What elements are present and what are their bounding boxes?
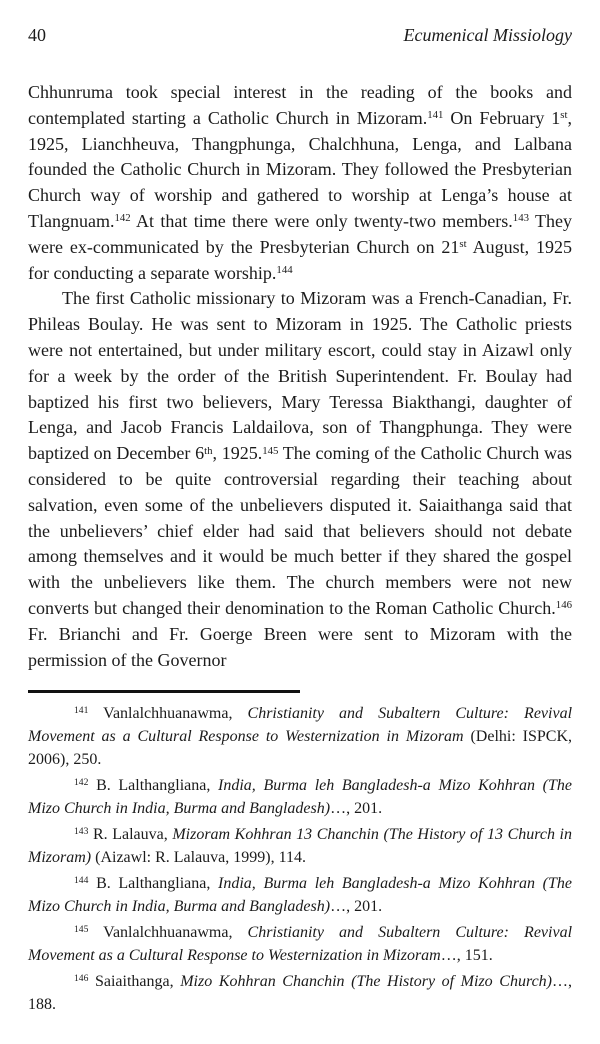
footnote-marker: 144: [74, 875, 89, 887]
ordinal-suffix: th: [204, 444, 213, 457]
footnote: [28, 774, 572, 820]
footnote: [28, 872, 572, 918]
text-run: The first Catholic missionary to Mizoram was a French-Canadian, Fr. Phileas Boulay. He was sent to Mizoram in 1925. The Catholic priests were not entertained, but under military escort, could stay in Aizawl only for a week by the order of the British Superintendent. Fr. Boulay had baptized his first two believers, Mary Teressa Biakthangi, daughter of Lenga, and Jacob Francis Laldailova, son of Thangphunga. They were baptized on December 6: [28, 288, 572, 464]
footnote-marker: 141: [427, 109, 444, 122]
italic-text-run: India, Burma leh Bangladesh-a Mizo Kohhran (The Mizo Church in India, Burma and Bangladesh): [28, 777, 572, 818]
footnote-separator-rule: [28, 690, 300, 693]
body-paragraph: [28, 286, 572, 673]
text-run: (Delhi: ISPCK, 2006), 250.: [28, 728, 573, 769]
text-run: They were ex-communicated by the Presbyterian Church on 21: [28, 210, 572, 257]
text-run: The coming of the Catholic Church was considered to be quite controversial regarding their teaching about salvation, even some of the unbelievers disputed it. Saiaithanga said that the unbelievers’ chief elder had said that believers should not debate among themselves and it would be much better if they shared the gospel with the unbelievers like them. The church members were not new converts but changed their denomination to the Roman Catholic Church.: [28, 443, 573, 618]
text-run: …, 201.: [330, 898, 383, 916]
text-run: Saiaithanga,: [94, 973, 181, 991]
footnote: [28, 702, 572, 771]
text-run: R. Lalauva,: [92, 826, 173, 844]
italic-text-run: India, Burma leh Bangladesh-a Mizo Kohhran (The Mizo Church in India, Burma and Bangladesh): [28, 875, 572, 916]
footnote-marker: 143: [74, 826, 89, 838]
running-header: [28, 24, 572, 46]
footnotes-section: [28, 702, 572, 1016]
text-run: (Aizawl: R. Lalauva, 1999), 114.: [91, 849, 307, 867]
text-run: Vanlalchhuanawma,: [103, 705, 248, 723]
text-run: …, 201.: [330, 800, 383, 818]
text-run: …, 188.: [28, 973, 572, 1014]
running-head-title: Ecumenical Missiology: [403, 25, 572, 45]
footnote: [28, 921, 572, 967]
italic-text-run: Christianity and Subaltern Culture: Revival Movement as a Cultural Response to Westernization in Mizoram: [28, 705, 573, 746]
ordinal-suffix: st: [459, 238, 467, 251]
page-number: 40: [28, 25, 46, 45]
footnote-marker: 145: [262, 444, 279, 457]
text-run: On February 1: [443, 107, 561, 128]
footnote-marker: 141: [74, 705, 89, 717]
ordinal-suffix: st: [560, 109, 568, 122]
footnote-marker: 145: [74, 924, 89, 936]
italic-text-run: Mizoram Kohhran 13 Chanchin (The History of 13 Church in Mizoram): [28, 826, 572, 867]
text-run: August, 1925 for conducting a separate worship.: [28, 236, 573, 283]
footnote-marker: 144: [276, 263, 293, 276]
body-text: [28, 80, 572, 673]
italic-text-run: Mizo Kohhran Chanchin (The History of Mizo Church): [180, 973, 552, 991]
text-run: Chhunruma took special interest in the reading of the books and contemplated starting a Catholic Church in Mizoram.: [28, 82, 572, 128]
text-run: B. Lalthangliana,: [96, 875, 219, 893]
footnote-marker: 142: [114, 212, 131, 225]
footnote: [28, 823, 572, 869]
body-paragraph: [28, 80, 572, 286]
text-run: B. Lalthangliana,: [96, 777, 219, 795]
text-run: , 1925, Lianchheuva, Thangphunga, Chalchhuna, Lenga, and Lalbana founded the Catholic Church in Mizoram. They followed the Presbyterian Church way of worship and gathered to worship at Lenga’s house at Tlangnuam.: [28, 107, 572, 231]
footnote-marker: 146: [74, 973, 89, 985]
text-run: At that time there were only twenty-two members.: [130, 210, 513, 231]
footnote-marker: 143: [512, 212, 529, 225]
text-run: , 1925.: [212, 443, 263, 464]
text-run: …, 151.: [440, 947, 493, 965]
footnote-marker: 146: [555, 599, 572, 612]
footnote-marker: 142: [74, 777, 89, 789]
text-run: Vanlalchhuanawma,: [103, 924, 248, 942]
text-run: Fr. Brianchi and Fr. Goerge Breen were sent to Mizoram with the permission of the Governor: [28, 623, 572, 670]
italic-text-run: Christianity and Subaltern Culture: Revival Movement as a Cultural Response to Westernization in Mizoram: [28, 924, 573, 965]
footnote: [28, 970, 572, 1016]
